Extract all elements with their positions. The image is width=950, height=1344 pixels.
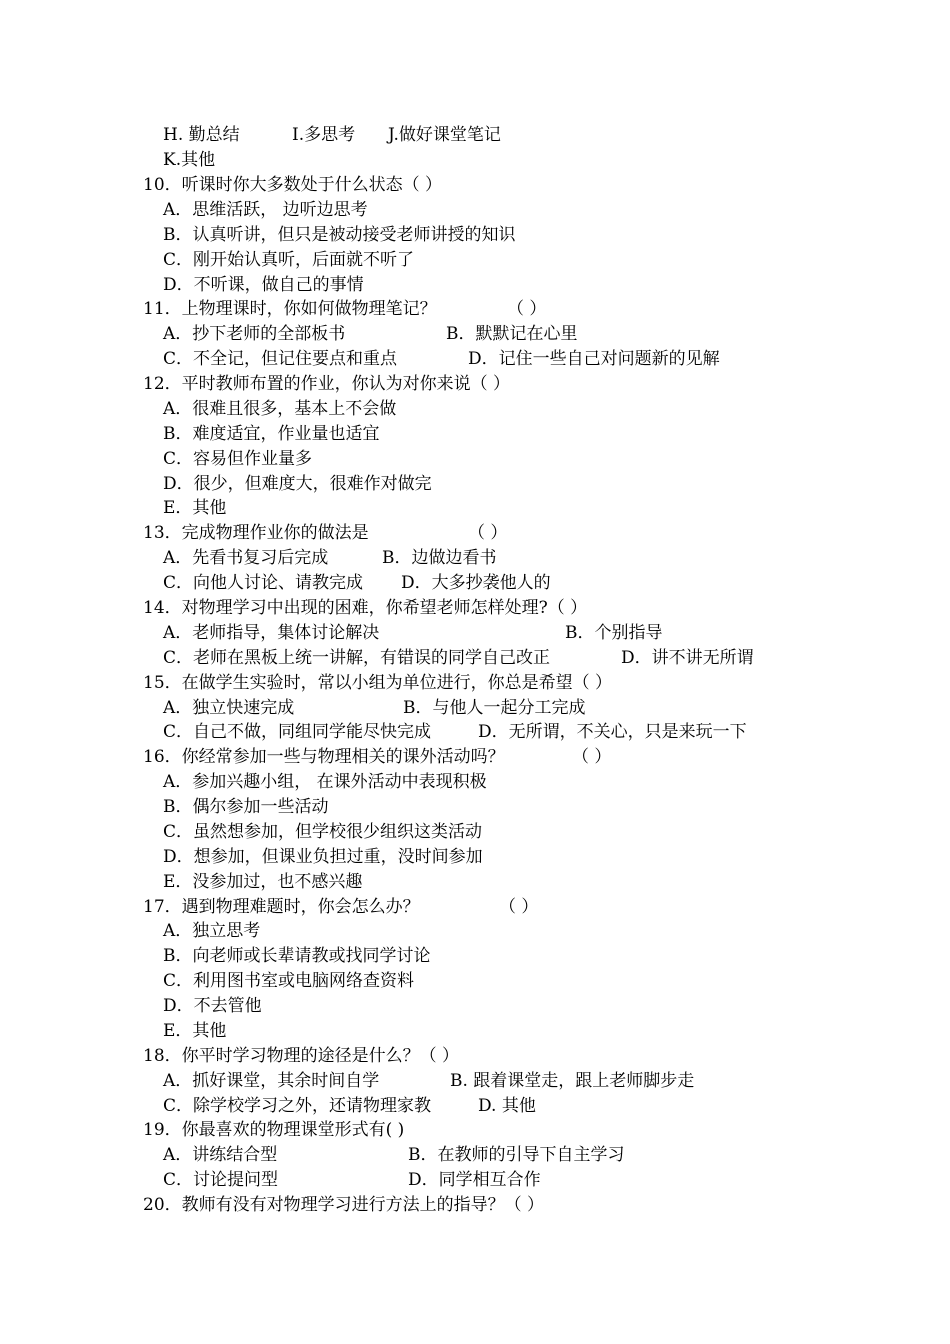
option-a: A．讲练结合型 <box>163 1145 278 1165</box>
answer-blank: （ ） <box>507 299 547 319</box>
option-line <box>0 447 950 472</box>
option-line <box>0 919 950 944</box>
option-line <box>0 422 950 447</box>
option-a: A．独立快速完成 <box>163 698 295 718</box>
option-a: A．参加兴趣小组， 在课外活动中表现积极 <box>163 772 487 792</box>
option-line <box>0 621 950 646</box>
question-16 <box>0 745 950 770</box>
option-c: C．老师在黑板上统一讲解，有错误的同学自己改正 <box>163 648 551 668</box>
option-line <box>0 472 950 497</box>
option-line <box>0 496 950 521</box>
answer-blank: （ ） <box>468 523 508 543</box>
answer-blank: （ ） <box>572 747 612 767</box>
option-line <box>0 944 950 969</box>
option-line <box>0 322 950 347</box>
question-17 <box>0 895 950 920</box>
question-15 <box>0 671 950 696</box>
question-text: 16．你经常参加一些与物理相关的课外活动吗？ <box>143 747 505 767</box>
option-d: D．大多抄袭他人的 <box>401 573 551 593</box>
option-line <box>0 397 950 422</box>
option-line <box>0 770 950 795</box>
option-d: D．讲不讲无所谓 <box>621 648 754 668</box>
option-line <box>0 571 950 596</box>
option-c: C．讨论提问型 <box>163 1170 279 1190</box>
option-c: C．刚开始认真听，后面就不听了 <box>163 250 415 270</box>
option-line <box>0 223 950 248</box>
option-d: D．记住一些自己对问题新的见解 <box>468 349 720 369</box>
option-line <box>0 870 950 895</box>
option-b: B．向老师或长辈请教或找同学讨论 <box>163 946 431 966</box>
option-b: B．难度适宜，作业量也适宜 <box>163 424 380 444</box>
question-text: 18．你平时学习物理的途径是什么？（ ） <box>143 1046 460 1066</box>
question-13 <box>0 521 950 546</box>
option-line <box>0 994 950 1019</box>
option-line <box>0 546 950 571</box>
option-line <box>0 198 950 223</box>
option-k: K.其他 <box>163 150 216 170</box>
option-line <box>0 646 950 671</box>
option-b: B．与他人一起分工完成 <box>403 698 586 718</box>
question-text: 15．在做学生实验时，常以小组为单位进行，你总是希望（ ） <box>143 673 613 693</box>
question-12 <box>0 372 950 397</box>
question-text: 17．遇到物理难题时，你会怎么办？ <box>143 897 420 917</box>
option-c: C．自己不做，同组同学能尽快完成 <box>163 722 432 742</box>
option-line <box>0 273 950 298</box>
option-d: D．不听课，做自己的事情 <box>163 275 364 295</box>
question-text: 12．平时教师布置的作业，你认为对你来说（ ） <box>143 374 511 394</box>
option-line <box>0 1094 950 1119</box>
option-d: D．同学相互合作 <box>408 1170 541 1190</box>
answer-blank: （ ） <box>499 897 539 917</box>
option-d: D．想参加，但课业负担过重，没时间参加 <box>163 847 483 867</box>
option-c: C．除学校学习之外，还请物理家教 <box>163 1096 432 1116</box>
option-line <box>0 1019 950 1044</box>
question-text: 14．对物理学习中出现的困难，你希望老师怎样处理?（ ） <box>143 598 588 618</box>
option-b: B．个别指导 <box>565 623 663 643</box>
option-d: D．很少，但难度大，很难作对做完 <box>163 474 432 494</box>
question-text: 10．听课时你大多数处于什么状态（ ） <box>143 175 443 195</box>
question-20 <box>0 1193 950 1218</box>
option-line <box>0 720 950 745</box>
option-c: C．虽然想参加，但学校很少组织这类活动 <box>163 822 483 842</box>
question-text: 11．上物理课时，你如何做物理笔记？ <box>143 299 437 319</box>
option-a: A．先看书复习后完成 <box>163 548 329 568</box>
option-a: A．抄下老师的全部板书 <box>163 324 346 344</box>
option-line <box>0 148 950 173</box>
option-c: C．容易但作业量多 <box>163 449 313 469</box>
question-10 <box>0 173 950 198</box>
option-line <box>0 969 950 994</box>
question-18 <box>0 1044 950 1069</box>
option-a: A．老师指导，集体讨论解决 <box>163 623 380 643</box>
option-line <box>0 820 950 845</box>
option-d: D．无所谓，不关心，只是来玩一下 <box>478 722 747 742</box>
question-text: 20．教师有没有对物理学习进行方法上的指导？（ ） <box>143 1195 545 1215</box>
option-line <box>0 1143 950 1168</box>
option-a: A．抓好课堂，其余时间自学 <box>163 1071 380 1091</box>
option-b: B．默默记在心里 <box>446 324 578 344</box>
option-a: A．思维活跃， 边听边思考 <box>163 200 368 220</box>
option-i: I.多思考 <box>292 125 356 145</box>
option-e: E．没参加过，也不感兴趣 <box>163 872 363 892</box>
option-line <box>0 845 950 870</box>
option-b: B．在教师的引导下自主学习 <box>408 1145 625 1165</box>
option-line <box>0 347 950 372</box>
option-b: B．偶尔参加一些活动 <box>163 797 329 817</box>
option-line <box>0 248 950 273</box>
option-b: B．认真听讲，但只是被动接受老师讲授的知识 <box>163 225 516 245</box>
option-b: B. 跟着课堂走，跟上老师脚步走 <box>450 1071 695 1091</box>
option-c: C．向他人讨论、请教完成 <box>163 573 364 593</box>
question-14 <box>0 596 950 621</box>
option-e: E．其他 <box>163 1021 227 1041</box>
option-d: D．不去管他 <box>163 996 262 1016</box>
option-line <box>0 696 950 721</box>
question-11 <box>0 297 950 322</box>
option-b: B．边做边看书 <box>382 548 497 568</box>
question-19 <box>0 1118 950 1143</box>
option-c: C．不全记，但记住要点和重点 <box>163 349 398 369</box>
option-line <box>0 795 950 820</box>
option-line <box>0 1069 950 1094</box>
option-a: A．独立思考 <box>163 921 261 941</box>
option-d: D. 其他 <box>478 1096 536 1116</box>
question-text: 19．你最喜欢的物理课堂形式有( ) <box>143 1120 405 1140</box>
option-line <box>0 1168 950 1193</box>
option-h: H. 勤总结 <box>163 125 240 145</box>
question-text: 13．完成物理作业你的做法是 <box>143 523 369 543</box>
option-c: C．利用图书室或电脑网络查资料 <box>163 971 415 991</box>
option-j: J.做好课堂笔记 <box>388 125 501 145</box>
option-a: A．很难且很多，基本上不会做 <box>163 399 397 419</box>
option-line <box>0 123 950 148</box>
option-e: E．其他 <box>163 498 227 518</box>
